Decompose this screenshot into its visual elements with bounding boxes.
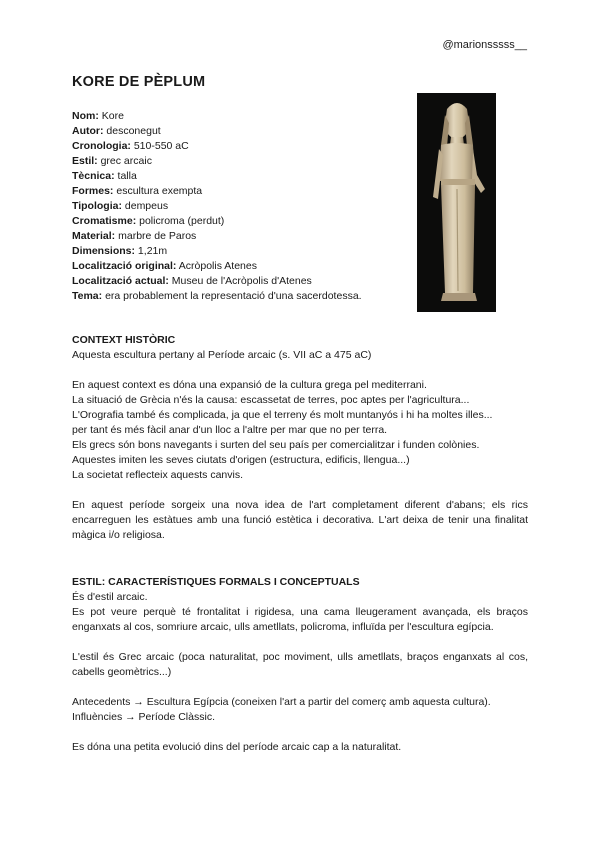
field-value: desconegut xyxy=(103,125,161,137)
style-line: És d'estil arcaic. xyxy=(72,591,148,603)
field-label: Material: xyxy=(72,230,116,242)
context-line: per tant és més fàcil anar d'un lloc a l'altre per mar que no per terra. xyxy=(72,424,388,436)
field-label: Estil: xyxy=(72,155,98,167)
context-line: La situació de Grècia n'és la causa: escassetat de terres, poc aptes per l'agricultura... xyxy=(72,394,470,406)
field-label: Dimensions: xyxy=(72,245,136,257)
field-label: Tema: xyxy=(72,290,103,302)
context-line: L'Orografia també és complicada, ja que el terreny és molt muntanyós i hi ha moltes illes... xyxy=(72,409,493,421)
field-nom xyxy=(72,109,412,124)
context-paragraph: En aquest període sorgeix una nova idea de l'art completament diferent d'abans; els rics encarreguen les estàtues amb una funció estètica i decorativa. L'art deixa de tenir una finalitat màgica i/o religiosa. xyxy=(72,499,528,541)
field-value: policroma (perdut) xyxy=(136,215,225,227)
field-label: Autor: xyxy=(72,125,104,137)
field-value: Acròpolis Atenes xyxy=(176,260,257,272)
field-tipologia xyxy=(72,199,412,214)
influences-line: Influències → Període Clàssic. xyxy=(72,711,215,723)
style-heading: ESTIL: CARACTERÍSTIQUES FORMALS I CONCEPTUALS xyxy=(72,576,360,588)
field-dimensions xyxy=(72,244,412,259)
field-value: grec arcaic xyxy=(97,155,152,167)
context-heading: CONTEXT HISTÒRIC xyxy=(72,334,176,346)
field-label: Formes: xyxy=(72,185,114,197)
page-title: KORE DE PÈPLUM xyxy=(72,74,206,90)
field-value: 1,21m xyxy=(135,245,168,257)
author-handle: @marionsssss__ xyxy=(442,39,527,51)
context-line: Els grecs són bons navegants i surten del seu país per comercialitzar i funden colònies. xyxy=(72,439,480,451)
field-label: Cromatisme: xyxy=(72,215,137,227)
style-section xyxy=(72,575,528,755)
context-section xyxy=(72,333,528,558)
style-final-line: Es dóna una petita evolució dins del període arcaic cap a la naturalitat. xyxy=(72,741,402,753)
kore-statue-photo xyxy=(417,93,496,312)
field-label: Nom: xyxy=(72,110,99,122)
context-line: Aquestes imiten les seves ciutats d'origen (estructura, edificis, llengua...) xyxy=(72,454,410,466)
field-label: Localització original: xyxy=(72,260,177,272)
context-intro: Aquesta escultura pertany al Període arcaic (s. VII aC a 475 aC) xyxy=(72,349,372,361)
artwork-fields xyxy=(72,109,412,304)
field-autor xyxy=(72,124,412,139)
field-cromatisme xyxy=(72,214,412,229)
field-tecnica xyxy=(72,169,412,184)
field-tema xyxy=(72,289,412,304)
statue-illustration xyxy=(417,93,496,312)
field-label: Localització actual: xyxy=(72,275,169,287)
field-value: dempeus xyxy=(121,200,169,212)
style-paragraph-2: L'estil és Grec arcaic (poca naturalitat, poc moviment, ulls ametllats, braços enganxats al cos, cabells geomètrics...) xyxy=(72,651,528,678)
field-label: Tècnica: xyxy=(72,170,115,182)
field-label: Tipologia: xyxy=(72,200,122,212)
field-localitzacio-original xyxy=(72,259,412,274)
field-material xyxy=(72,229,412,244)
field-value: marbre de Paros xyxy=(115,230,197,242)
context-line: La societat reflecteix aquests canvis. xyxy=(72,469,244,481)
antecedents-line: Antecedents → Escultura Egípcia (coneixen l'art a partir del comerç amb aquesta cultura). xyxy=(72,696,491,708)
context-line: En aquest context es dóna una expansió de la cultura grega pel mediterrani. xyxy=(72,379,427,391)
field-value: era probablement la representació d'una sacerdotessa. xyxy=(102,290,362,302)
field-formes xyxy=(72,184,412,199)
field-label: Cronologia: xyxy=(72,140,131,152)
field-cronologia xyxy=(72,139,412,154)
field-value: Kore xyxy=(98,110,124,122)
field-estil xyxy=(72,154,412,169)
style-paragraph-1: Es pot veure perquè té frontalitat i rigidesa, una cama lleugerament avançada, els braços enganxats al cos, somriure arcaic, ulls ametllats, policroma, influïda per l'escultura egípcia. xyxy=(72,606,528,633)
field-value: escultura exempta xyxy=(113,185,203,197)
field-value: Museu de l'Acròpolis d'Atenes xyxy=(168,275,312,287)
field-value: 510-550 aC xyxy=(130,140,189,152)
field-localitzacio-actual xyxy=(72,274,412,289)
field-value: talla xyxy=(114,170,137,182)
